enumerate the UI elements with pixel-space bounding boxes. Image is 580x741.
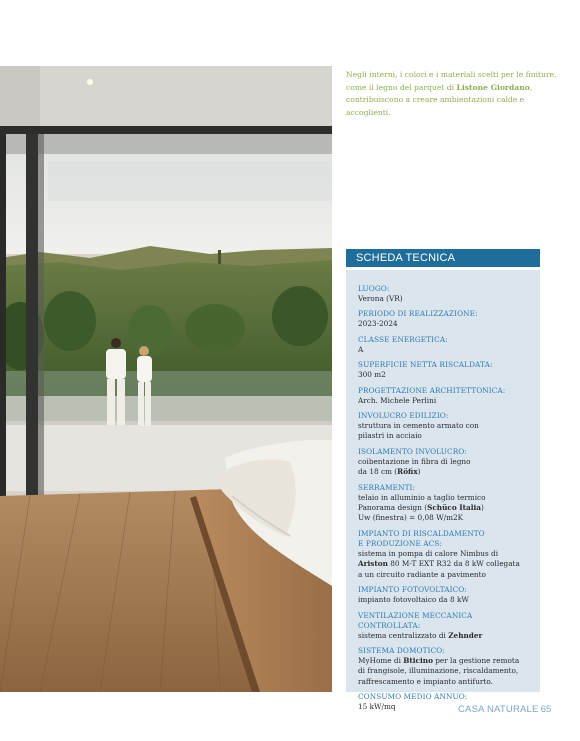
sheet-field bbox=[358, 335, 532, 355]
value-text: Uw (finestra) = 0,08 W/m2K bbox=[358, 513, 464, 523]
value-text: struttura in cemento armato con bbox=[358, 421, 479, 431]
value-text: impianto fotovoltaico da 8 kW bbox=[358, 595, 469, 605]
sheet-field bbox=[358, 309, 532, 329]
sheet-field bbox=[358, 447, 532, 478]
sheet-field bbox=[358, 585, 532, 605]
sheet-field bbox=[358, 646, 532, 687]
value-text: da 18 cm ( bbox=[358, 467, 398, 477]
value-text: telaio in alluminio a taglio termico bbox=[358, 492, 486, 502]
sheet-field bbox=[358, 483, 532, 524]
sheet-field-value bbox=[358, 294, 532, 304]
value-text: di frangisole, illuminazione, riscaldamento, bbox=[358, 666, 519, 676]
photo-caption bbox=[346, 69, 560, 119]
page-number: 65 bbox=[540, 704, 552, 715]
sheet-field-label: LUOGO: bbox=[358, 284, 390, 293]
sheet-field bbox=[358, 611, 532, 641]
sheet-field-label: IMPIANTO DI RISCALDAMENTO bbox=[358, 528, 485, 538]
value-text: 2023-2024 bbox=[358, 319, 398, 329]
page-footer bbox=[458, 704, 552, 715]
sheet-field-value bbox=[358, 570, 532, 580]
sheet-field bbox=[358, 284, 532, 304]
caption-brand: Listone Giordano bbox=[456, 82, 530, 92]
sheet-field-value bbox=[358, 370, 532, 380]
sheet-field-value bbox=[358, 319, 532, 329]
value-text: 300 m2 bbox=[358, 370, 386, 380]
sheet-field-value bbox=[358, 656, 532, 666]
value-text: Arch. Michele Perlini bbox=[358, 395, 437, 405]
sheet-field-value bbox=[358, 457, 532, 467]
sheet-field-value bbox=[358, 431, 532, 441]
sheet-field-value bbox=[358, 549, 532, 559]
value-text: 80 M-T EXT R32 da 8 kW collegata bbox=[387, 559, 520, 569]
sheet-field-label: SISTEMA DOMOTICO: bbox=[358, 645, 445, 655]
value-text: raffrescamento e impianto antifurto. bbox=[358, 676, 493, 686]
sheet-field-label: PROGETTAZIONE ARCHITETTONICA: bbox=[358, 385, 506, 395]
sheet-field-value bbox=[358, 396, 532, 406]
value-text: coibentazione in fibra di legno bbox=[358, 456, 471, 466]
brand-name: Bticino bbox=[403, 655, 433, 665]
sheet-field-value bbox=[358, 677, 532, 687]
value-text: per la gestione remota bbox=[432, 655, 520, 665]
sheet-field-value bbox=[358, 666, 532, 676]
sheet-field-value bbox=[358, 559, 532, 569]
sheet-field-label: E PRODUZIONE ACS: bbox=[358, 538, 443, 548]
sheet-field-label: ISOLAMENTO INVOLUCRO: bbox=[358, 446, 467, 456]
brand-name: Ariston bbox=[358, 559, 388, 569]
sheet-field-value bbox=[358, 631, 532, 641]
sheet-field-label: IMPIANTO FOTOVOLTAICO: bbox=[358, 585, 467, 595]
value-text: Panorama design ( bbox=[358, 503, 428, 513]
sheet-field-value bbox=[358, 467, 532, 477]
value-text: sistema in pompa di calore Nimbus di bbox=[358, 548, 499, 558]
sheet-field-value bbox=[358, 513, 532, 523]
sheet-field-value bbox=[358, 421, 532, 431]
value-text: ) bbox=[417, 467, 421, 477]
interior-photo bbox=[0, 66, 332, 692]
sheet-field bbox=[358, 411, 532, 442]
sheet-field-value bbox=[358, 503, 532, 513]
value-text: Verona (VR) bbox=[358, 294, 403, 303]
value-text: pilastri in acciaio bbox=[358, 431, 422, 441]
brand-name: Zehnder bbox=[448, 630, 483, 640]
caption-text-before: Negli interni, i colori e i materiali scelti per le finiture, come il legno del parquet di bbox=[346, 70, 557, 92]
sheet-field-label: VENTILAZIONE MECCANICA CONTROLLATA: bbox=[358, 610, 473, 630]
value-text: 15 kW/mq bbox=[358, 702, 396, 712]
sheet-field-value bbox=[358, 595, 532, 605]
technical-sheet-title: SCHEDA TECNICA bbox=[346, 249, 540, 267]
value-text: ) bbox=[481, 503, 484, 513]
value-text: A bbox=[358, 344, 364, 354]
sheet-field-label: SERRAMENTI: bbox=[358, 482, 416, 492]
sheet-field-label: INVOLUCRO EDILIZIO: bbox=[358, 411, 449, 421]
caption-text-after: , contribuiscono a creare ambientazioni calde e accoglienti. bbox=[346, 82, 533, 117]
magazine-name: CASA NATURALE bbox=[458, 704, 539, 715]
sheet-field-value bbox=[358, 493, 532, 503]
sheet-field-label: CLASSE ENERGETICA: bbox=[358, 334, 448, 344]
sheet-field bbox=[358, 386, 532, 406]
brand-name: Röfix bbox=[397, 467, 418, 477]
sheet-field-label: PERIODO DI REALIZZAZIONE: bbox=[358, 309, 478, 319]
sheet-field-label: SUPERFICIE NETTA RISCALDATA: bbox=[358, 360, 493, 370]
brand-name: Schüco Italia bbox=[427, 503, 482, 513]
value-text: sistema centralizzato di bbox=[358, 630, 449, 640]
value-text: MyHome di bbox=[358, 655, 404, 665]
sheet-field bbox=[358, 529, 532, 580]
value-text: a un circuito radiante a pavimento bbox=[358, 569, 486, 579]
sheet-field bbox=[358, 360, 532, 380]
sheet-field-label: CONSUMO MEDIO ANNUO: bbox=[358, 692, 468, 702]
sheet-field-value bbox=[358, 345, 532, 355]
